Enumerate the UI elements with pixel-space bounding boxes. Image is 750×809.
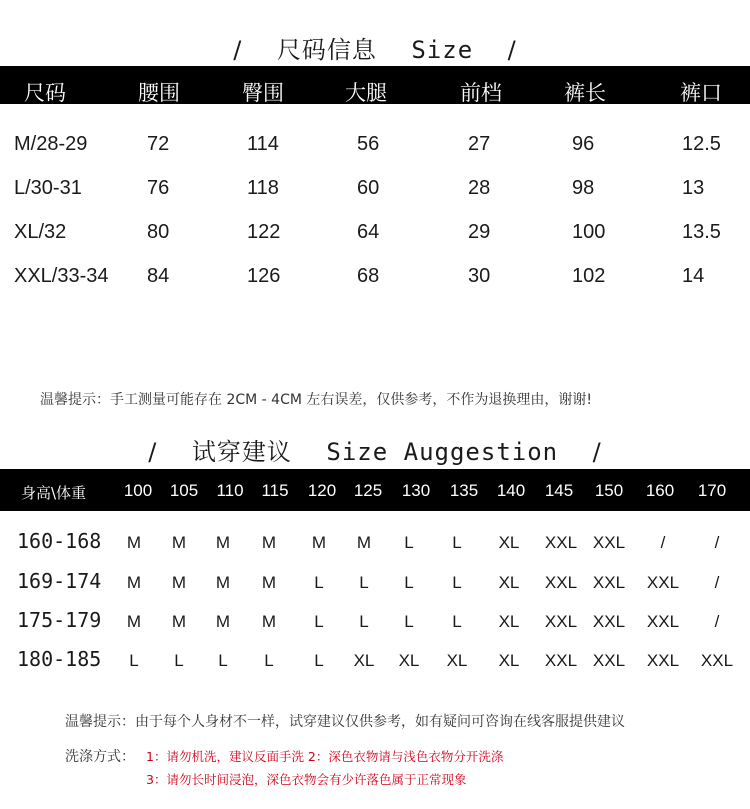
suggested-size-cell: L bbox=[218, 651, 228, 670]
measurement-cell: 68 bbox=[357, 265, 380, 287]
suggested-size-cell: M bbox=[171, 612, 187, 631]
weight-header: 110 bbox=[216, 481, 244, 500]
suggested-size-cell: L bbox=[314, 573, 324, 592]
suggested-size-cell: XL bbox=[498, 573, 520, 592]
size-title bbox=[0, 30, 750, 65]
header-hem: 裤口 bbox=[680, 81, 722, 105]
size-label: XXL/33-34 bbox=[14, 265, 109, 287]
header-length: 裤长 bbox=[564, 81, 606, 105]
suggested-size-cell: / bbox=[714, 612, 720, 631]
suggested-size-cell: M bbox=[356, 533, 372, 552]
suggested-size-cell: / bbox=[660, 533, 666, 552]
height-range: 169-174 bbox=[17, 569, 102, 593]
suggested-size-cell: M bbox=[311, 533, 327, 552]
suggested-size-cell: XL bbox=[446, 651, 468, 670]
suggested-size-cell: L bbox=[129, 651, 139, 670]
suggested-size-cell: XXL bbox=[700, 651, 734, 670]
suggested-size-cell: M bbox=[171, 533, 187, 552]
suggested-size-cell: L bbox=[359, 573, 369, 592]
suggested-size-cell: L bbox=[314, 651, 324, 670]
weight-header: 145 bbox=[544, 481, 574, 500]
measurement-cell: 98 bbox=[572, 177, 595, 199]
measurement-cell: 13 bbox=[682, 177, 705, 199]
suggested-size-cell: XL bbox=[353, 651, 375, 670]
suggested-size-cell: L bbox=[404, 612, 414, 631]
measurement-cell: 28 bbox=[468, 177, 491, 199]
title-slash-left: / bbox=[148, 438, 158, 466]
suggested-size-cell: L bbox=[359, 612, 369, 631]
suggested-size-cell: L bbox=[404, 573, 414, 592]
weight-header: 115 bbox=[261, 481, 289, 500]
weight-header: 120 bbox=[307, 481, 337, 500]
height-range: 175-179 bbox=[17, 608, 102, 632]
wash-label: 洗涤方式： bbox=[65, 749, 135, 765]
fit-tip: 温馨提示：由于每个人身材不一样，试穿建议仅供参考，如有疑问可咨询在线客服提供建议 bbox=[65, 714, 625, 730]
suggested-size-cell: / bbox=[714, 573, 720, 592]
suggested-size-cell: M bbox=[261, 533, 277, 552]
weight-header: 125 bbox=[353, 481, 383, 500]
suggested-size-cell: L bbox=[404, 533, 414, 552]
suggested-size-cell: M bbox=[126, 533, 142, 552]
suggested-size-cell: M bbox=[215, 573, 231, 592]
measurement-cell: 13.5 bbox=[682, 221, 721, 243]
measurement-cell: 102 bbox=[572, 265, 606, 287]
suggested-size-cell: XL bbox=[498, 651, 520, 670]
measurement-cell: 29 bbox=[468, 221, 491, 243]
weight-header: 105 bbox=[169, 481, 199, 500]
title-cn: 尺码信息 bbox=[276, 36, 377, 64]
suggested-size-cell: L bbox=[452, 573, 462, 592]
measurement-cell: 14 bbox=[682, 265, 705, 287]
measurement-cell: 126 bbox=[247, 265, 281, 287]
height-range: 180-185 bbox=[17, 647, 102, 671]
suggested-size-cell: XXL bbox=[592, 651, 626, 670]
suggested-size-cell: XXL bbox=[544, 573, 578, 592]
suggested-size-cell: M bbox=[215, 612, 231, 631]
weight-header: 140 bbox=[496, 481, 526, 500]
size-note: 温馨提示：手工测量可能存在 2CM - 4CM 左右误差，仅供参考，不作为退换理由，谢谢! bbox=[40, 392, 592, 408]
suggested-size-cell: / bbox=[714, 533, 720, 552]
title-en: Size Auggestion bbox=[326, 438, 559, 466]
suggested-size-cell: L bbox=[314, 612, 324, 631]
weight-header: 100 bbox=[123, 481, 153, 500]
header-rise: 前档 bbox=[460, 81, 502, 105]
wash-instructions-2: 3：请勿长时间浸泡，深色衣物会有少许落色属于正常现象 bbox=[146, 772, 467, 787]
header-thigh: 大腿 bbox=[345, 81, 387, 105]
measurement-cell: 30 bbox=[468, 265, 491, 287]
suggested-size-cell: XXL bbox=[544, 533, 578, 552]
weight-header: 160 bbox=[645, 481, 675, 500]
weight-header: 135 bbox=[449, 481, 479, 500]
suggested-size-cell: XXL bbox=[592, 573, 626, 592]
suggested-size-cell: XXL bbox=[646, 651, 680, 670]
suggested-size-cell: M bbox=[126, 573, 142, 592]
suggested-size-cell: XXL bbox=[544, 651, 578, 670]
suggested-size-cell: M bbox=[261, 612, 277, 631]
header-hip: 臀围 bbox=[242, 81, 284, 105]
suggest-title bbox=[0, 432, 750, 467]
title-en: Size bbox=[411, 36, 474, 64]
suggested-size-cell: M bbox=[261, 573, 277, 592]
suggested-size-cell: XXL bbox=[646, 573, 680, 592]
header-height-weight: 身高\体重 bbox=[21, 484, 87, 502]
weight-header: 150 bbox=[594, 481, 624, 500]
suggested-size-cell: XXL bbox=[646, 612, 680, 631]
title-slash-right: / bbox=[507, 36, 517, 64]
measurement-cell: 60 bbox=[357, 177, 380, 199]
suggested-size-cell: L bbox=[174, 651, 184, 670]
measurement-cell: 80 bbox=[147, 221, 170, 243]
title-slash-right: / bbox=[592, 438, 602, 466]
size-label: M/28-29 bbox=[14, 133, 88, 155]
size-label: XL/32 bbox=[14, 221, 67, 243]
measurement-cell: 114 bbox=[247, 133, 279, 155]
measurement-cell: 96 bbox=[572, 133, 595, 155]
measurement-cell: 118 bbox=[247, 177, 279, 199]
suggested-size-cell: M bbox=[171, 573, 187, 592]
suggested-size-cell: XL bbox=[498, 612, 520, 631]
suggested-size-cell: L bbox=[264, 651, 274, 670]
suggested-size-cell: L bbox=[452, 533, 462, 552]
title-cn: 试穿建议 bbox=[191, 438, 292, 466]
suggested-size-cell: XXL bbox=[592, 612, 626, 631]
wash-instructions-1: 1：请勿机洗，建议反面手洗 2：深色衣物请与浅色衣物分开洗涤 bbox=[146, 749, 504, 764]
weight-header: 170 bbox=[697, 481, 727, 500]
measurement-cell: 27 bbox=[468, 133, 491, 155]
measurement-cell: 12.5 bbox=[682, 133, 721, 155]
measurement-cell: 84 bbox=[147, 265, 170, 287]
suggested-size-cell: M bbox=[215, 533, 231, 552]
suggested-size-cell: XL bbox=[398, 651, 420, 670]
measurement-cell: 76 bbox=[147, 177, 170, 199]
title-slash-left: / bbox=[233, 36, 243, 64]
measurement-cell: 122 bbox=[247, 221, 281, 243]
height-range: 160-168 bbox=[17, 529, 102, 553]
suggested-size-cell: L bbox=[452, 612, 462, 631]
header-waist: 腰围 bbox=[138, 81, 180, 105]
suggested-size-cell: XXL bbox=[544, 612, 578, 631]
suggested-size-cell: M bbox=[126, 612, 142, 631]
measurement-cell: 64 bbox=[357, 221, 380, 243]
suggested-size-cell: XXL bbox=[592, 533, 626, 552]
suggested-size-cell: XL bbox=[498, 533, 520, 552]
size-label: L/30-31 bbox=[14, 177, 82, 199]
measurement-cell: 100 bbox=[572, 221, 606, 243]
header-size: 尺码 bbox=[24, 81, 66, 105]
weight-header: 130 bbox=[401, 481, 431, 500]
measurement-cell: 56 bbox=[357, 133, 380, 155]
measurement-cell: 72 bbox=[147, 133, 170, 155]
